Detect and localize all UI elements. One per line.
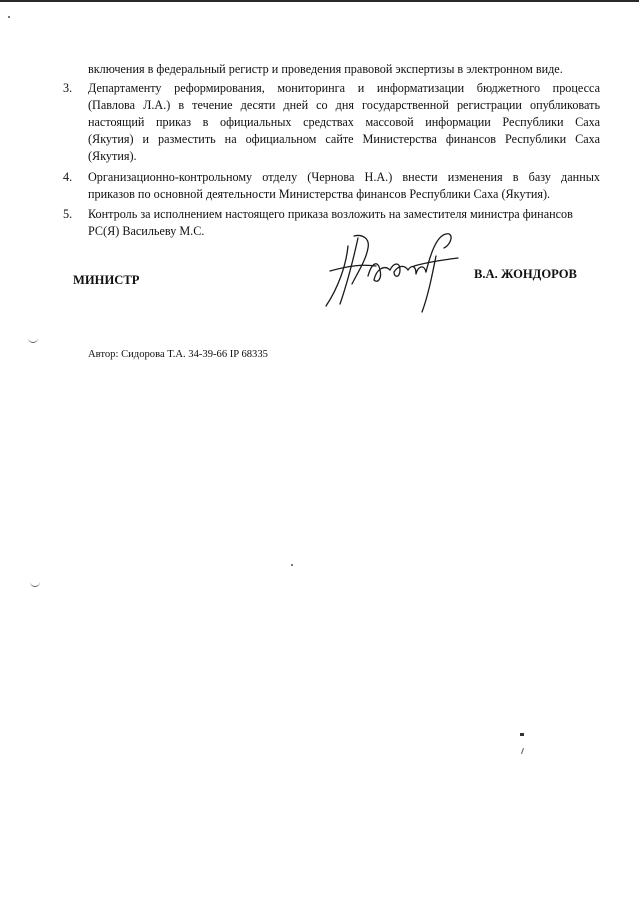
item-4-line-1: Организационно-контрольному отделу (Чернова Н.А.) внести изменения в базу данных: [88, 170, 600, 184]
scan-mark: [8, 16, 10, 18]
item-5-line-2: РС(Я) Васильеву М.С.: [88, 224, 205, 238]
item-5-line-1: Контроль за исполнением настоящего приказа возложить на заместителя министра финансов: [88, 207, 573, 221]
item-3-line-2: (Павлова Л.А.) в течение десяти дней со дня государственной регистрации опубликовать: [88, 98, 600, 112]
scan-mark: [28, 338, 38, 343]
scan-mark: [520, 733, 524, 736]
item-3-line-4: (Якутия) и разместить на официальном сайте Министерства финансов Республики Саха: [88, 132, 600, 146]
item-4-line-2: приказов по основной деятельности Министерства финансов Республики Саха (Якутия).: [88, 187, 551, 201]
item-3-line-5: (Якутия).: [88, 149, 137, 163]
handwritten-signature: [318, 226, 468, 316]
item-3-line-3: настоящий приказ в официальных средствах массовой информации Республики Саха: [88, 115, 600, 129]
signature-icon: [318, 226, 468, 316]
signatory-name: В.А. ЖОНДОРОВ: [474, 267, 577, 281]
scan-mark: [291, 564, 293, 566]
continuation-text: включения в федеральный регистр и проведения правовой экспертизы в электронном виде.: [88, 62, 563, 76]
item-3-line-1: Департаменту реформирования, мониторинга и информатизации бюджетного процесса: [88, 81, 600, 95]
item-number-4: 4.: [63, 170, 73, 184]
scan-mark: [521, 748, 524, 754]
scan-mark: [30, 582, 40, 587]
item-number-3: 3.: [63, 81, 73, 95]
author-line: Автор: Сидорова Т.А. 34-39-66 IP 68335: [88, 349, 268, 360]
item-number-5: 5.: [63, 207, 73, 221]
scan-top-edge: [0, 0, 639, 2]
signatory-title: МИНИСТР: [73, 273, 140, 287]
